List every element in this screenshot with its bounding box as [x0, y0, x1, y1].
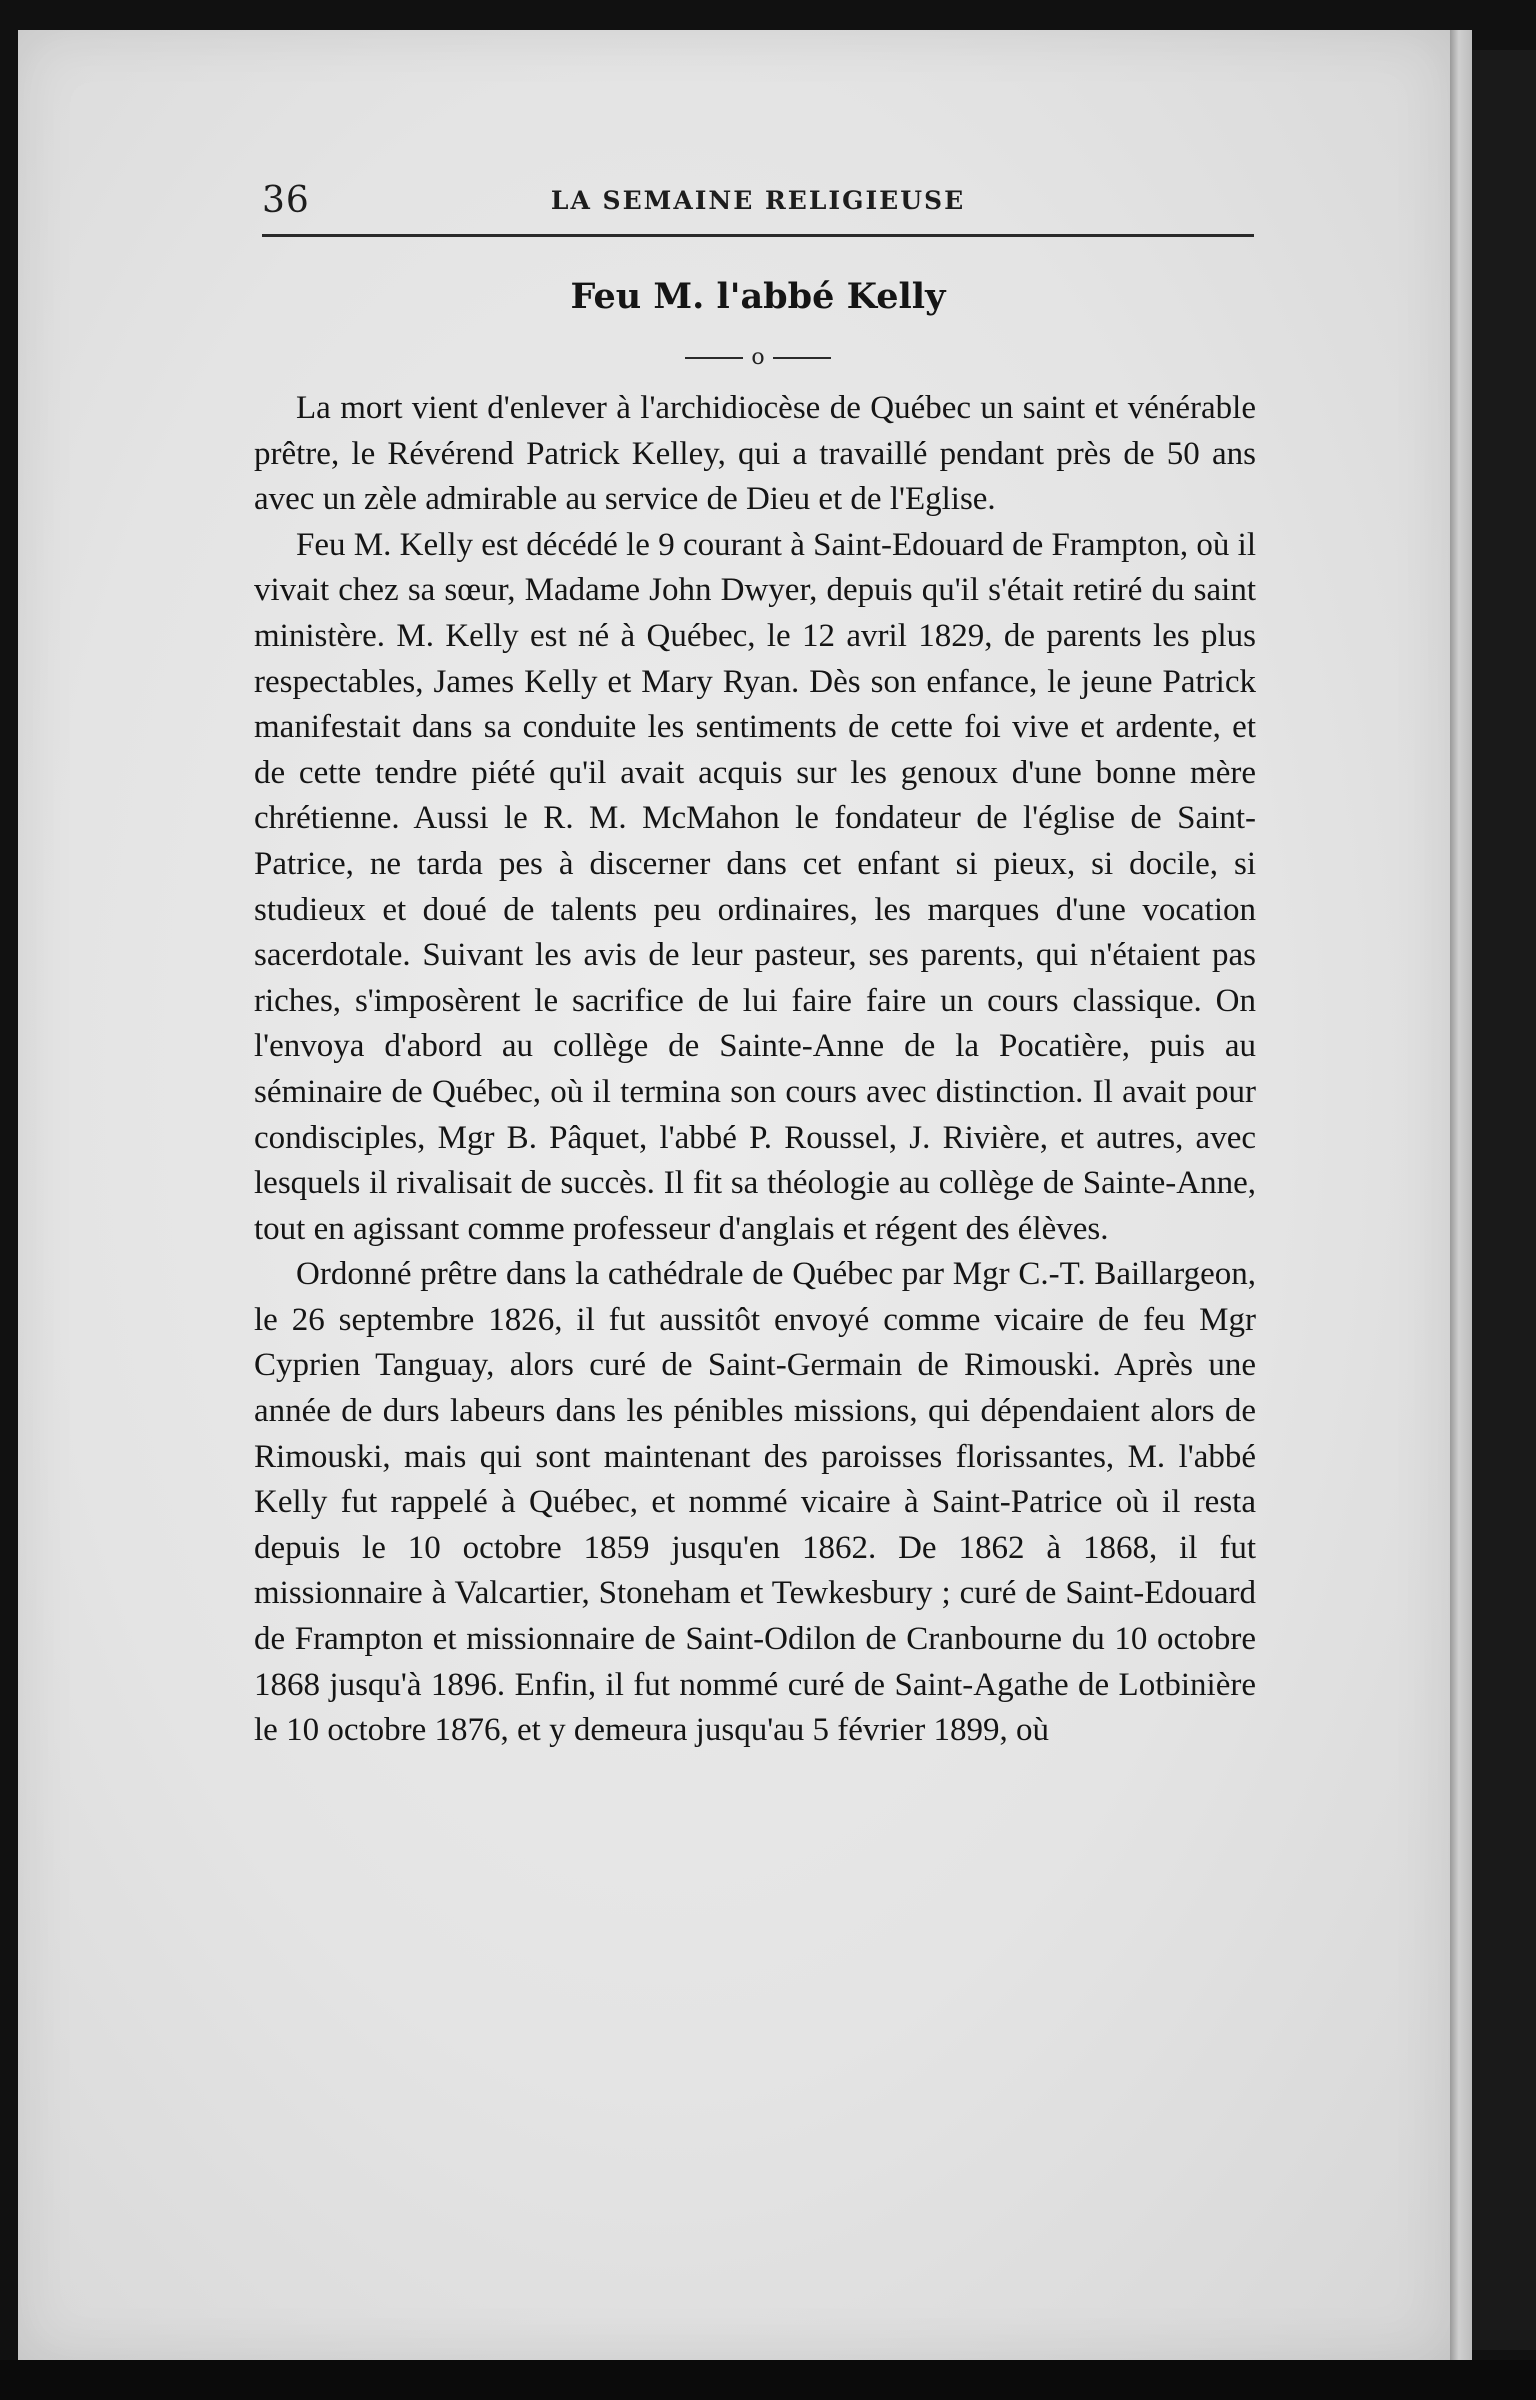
article-title: Feu M. l'abbé Kelly [570, 276, 946, 317]
page-edge-shadow [1450, 30, 1472, 2360]
paragraph-3: Ordonné prêtre dans la cathédrale de Québec par Mgr C.-T. Baillargeon, le 26 septembre 1826, il fut aussitôt envoyé comme vicaire de feu Mgr Cyprien Tanguay, alors curé de Saint-Germain de Rimouski. Après une année de durs labeurs dans les pénibles missions, qui dépendaient alors de Rimouski, mais qui sont maintenant des paroisses florissantes, M. l'abbé Kelly fut rappelé à Québec, et nommé vicaire à Saint-Patrice où il resta depuis le 10 octobre 1859 jusqu'en 1862. De 1862 à 1868, il fut missionnaire à Valcartier, Stoneham et Tewkesbury ; curé de Saint-Edouard de Frampton et missionnaire de Saint-Odilon de Cranbourne du 10 octobre 1868 jusqu'à 1896. Enfin, il fut nommé curé de Saint-Agathe de Lotbinière le 10 octobre 1876, et y demeura jusqu'au 5 février 1899, où [254, 1256, 1256, 1749]
separator-glyph: o [751, 345, 765, 370]
page-header [262, 176, 1254, 226]
paragraph-1: La mort vient d'enlever à l'archidiocèse de Québec un saint et vénérable prêtre, le Révérend Patrick Kelley, qui a travaillé pendant près de 50 ans avec un zèle admirable au service de Dieu et de l'Eglise. [254, 390, 1256, 518]
facing-page-edge [1472, 50, 1536, 2350]
page-number: 36 [262, 180, 310, 221]
header-rule [262, 234, 1254, 237]
scan-border [0, 2360, 1536, 2400]
title-separator [262, 336, 1254, 380]
separator-line-right [773, 357, 831, 359]
separator-line-left [685, 357, 743, 359]
article-body [254, 386, 1256, 1754]
running-head: LA SEMAINE RELIGIEUSE [550, 186, 966, 215]
paragraph-2: Feu M. Kelly est décédé le 9 courant à Saint-Edouard de Frampton, où il vivait chez sa sœur, Madame John Dwyer, depuis qu'il s'était retiré du saint ministère. M. Kelly est né à Québec, le 12 avril 1829, de parents les plus respectables, James Kelly et Mary Ryan. Dès son enfance, le jeune Patrick manifestait dans sa conduite les sentiments de cette foi vive et ardente, et de cette tendre piété qu'il avait acquis sur les genoux d'une bonne mère chrétienne. Aussi le R. M. McMahon le fondateur de l'église de Saint-Patrice, ne tarda pes à discerner dans cet enfant si pieux, si docile, si studieux et doué de talents peu ordinaires, les marques d'une vocation sacerdotale. Suivant les avis de leur pasteur, ses parents, qui n'étaient pas riches, s'imposèrent le sacrifice de lui faire faire un cours classique. On l'envoya d'abord au collège de Sainte-Anne de la Pocatière, puis au séminaire de Québec, où il termina son cours avec distinction. Il avait pour condisciples, Mgr B. Pâquet, l'abbé P. Roussel, J. Rivière, et autres, avec lesquels il rivalisait de succès. Il fit sa théologie au collège de Sainte-Anne, tout en agissant comme professeur d'anglais et régent des élèves. [254, 526, 1256, 1247]
